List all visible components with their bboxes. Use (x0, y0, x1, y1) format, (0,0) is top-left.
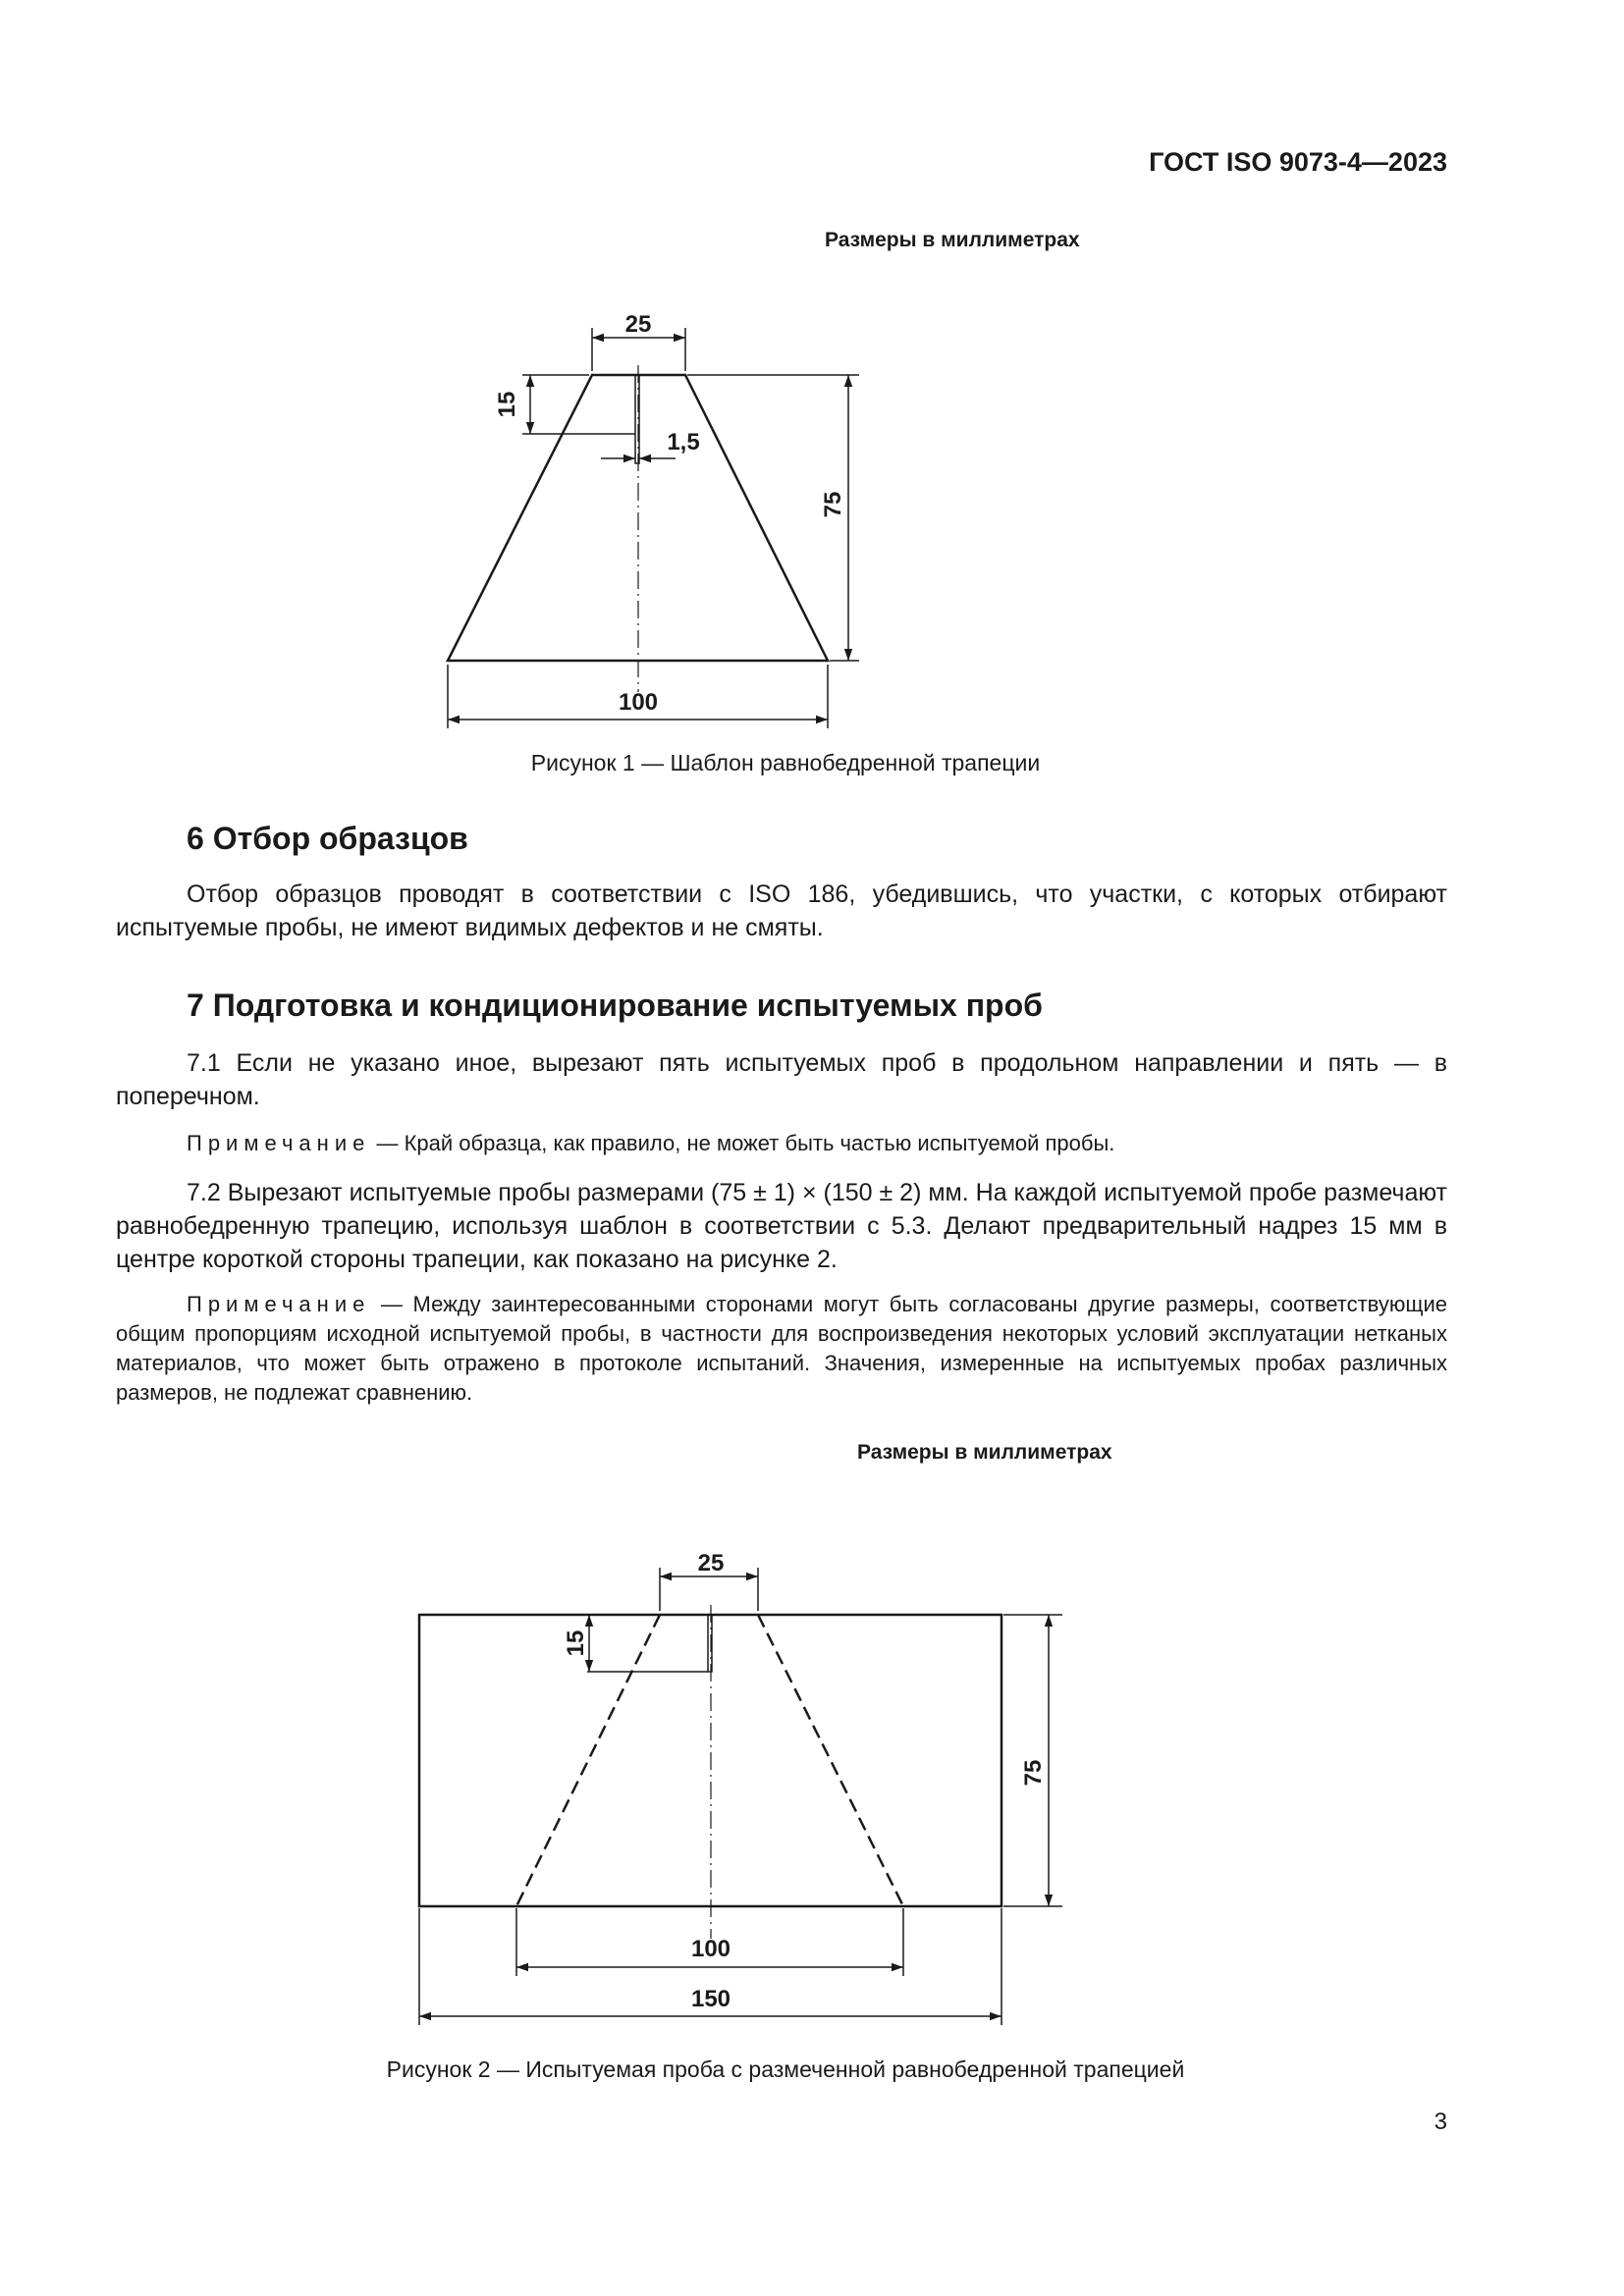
document-code: ГОСТ ISO 9073-4—2023 (1149, 147, 1447, 177)
figure2-dim-top-label: 25 (697, 1550, 725, 1576)
note-1-text: — Край образца, как правило, не может быть частью испытуемой пробы. (370, 1131, 1115, 1155)
figure2-dim-total-label: 150 (690, 1986, 731, 2012)
figure1-units-label: Размеры в миллиметрах (825, 229, 1080, 251)
figure1-dim-height-label: 75 (820, 491, 846, 518)
figure2-dim-slit-label: 15 (563, 1629, 589, 1657)
figure2-dim-height-label: 75 (1020, 1759, 1047, 1787)
clause-7-1-paragraph: 7.1 Если не указано иное, вырезают пять испытуемых проб в продольном направлении и пять — в поперечном. (116, 1049, 1447, 1110)
figure2-units-label: Размеры в миллиметрах (857, 1441, 1112, 1464)
figure2-dim-trap-bottom-label: 100 (690, 1936, 731, 1962)
note-2-text: — Между заинтересованными сторонами могут быть согласованы другие размеры, соответствующие общим пропорциям исходной испытуемой пробы, в частности для воспроизведения некоторых условий эксплуатации нетканых материалов, что может быть отражено в протоколе испытаний. Значения, измеренные на испытуемых пробах различных размеров, не подлежат сравнению. (116, 1292, 1447, 1405)
note-1-label: Примечание (187, 1131, 371, 1155)
figure1-dim-slit-label: 15 (494, 391, 520, 418)
note-2 (116, 1290, 1447, 1408)
figure1-dim-bottom-label: 100 (618, 689, 659, 716)
figure2-trapezoid-marking (516, 1615, 903, 1906)
note-1 (116, 1129, 1447, 1158)
section6-heading: 6 Отбор образцов (187, 821, 468, 856)
figure1-caption: Рисунок 1 — Шаблон равнобедренной трапеции (530, 750, 1041, 775)
section7-heading: 7 Подготовка и кондиционирование испытуемых проб (187, 988, 1043, 1023)
figure2-caption: Рисунок 2 — Испытуемая проба с размеченной равнобедренной трапецией (386, 2056, 1185, 2082)
section6-paragraph: Отбор образцов проводят в соответствии с ISO 186, убедившись, что участки, с которых отбирают испытуемые пробы, не имеют видимых дефектов и не смяты. (116, 881, 1447, 941)
figure1-dim-slit-width-label: 1,5 (667, 429, 700, 455)
clause-7-2-paragraph: 7.2 Вырезают испытуемые пробы размерами (75 ± 1) × (150 ± 2) мм. На каждой испытуемой пробе размечают равнобедренную трапецию, используя шаблон в соответствии с 5.3. Делают предварительный надрез 15 мм в центре короткой стороны трапеции, как показано на рисунке 2. (116, 1179, 1447, 1273)
page-number: 3 (1434, 2109, 1447, 2135)
note-2-label: Примечание (187, 1292, 371, 1316)
figure1-dim-top-label: 25 (624, 311, 652, 338)
